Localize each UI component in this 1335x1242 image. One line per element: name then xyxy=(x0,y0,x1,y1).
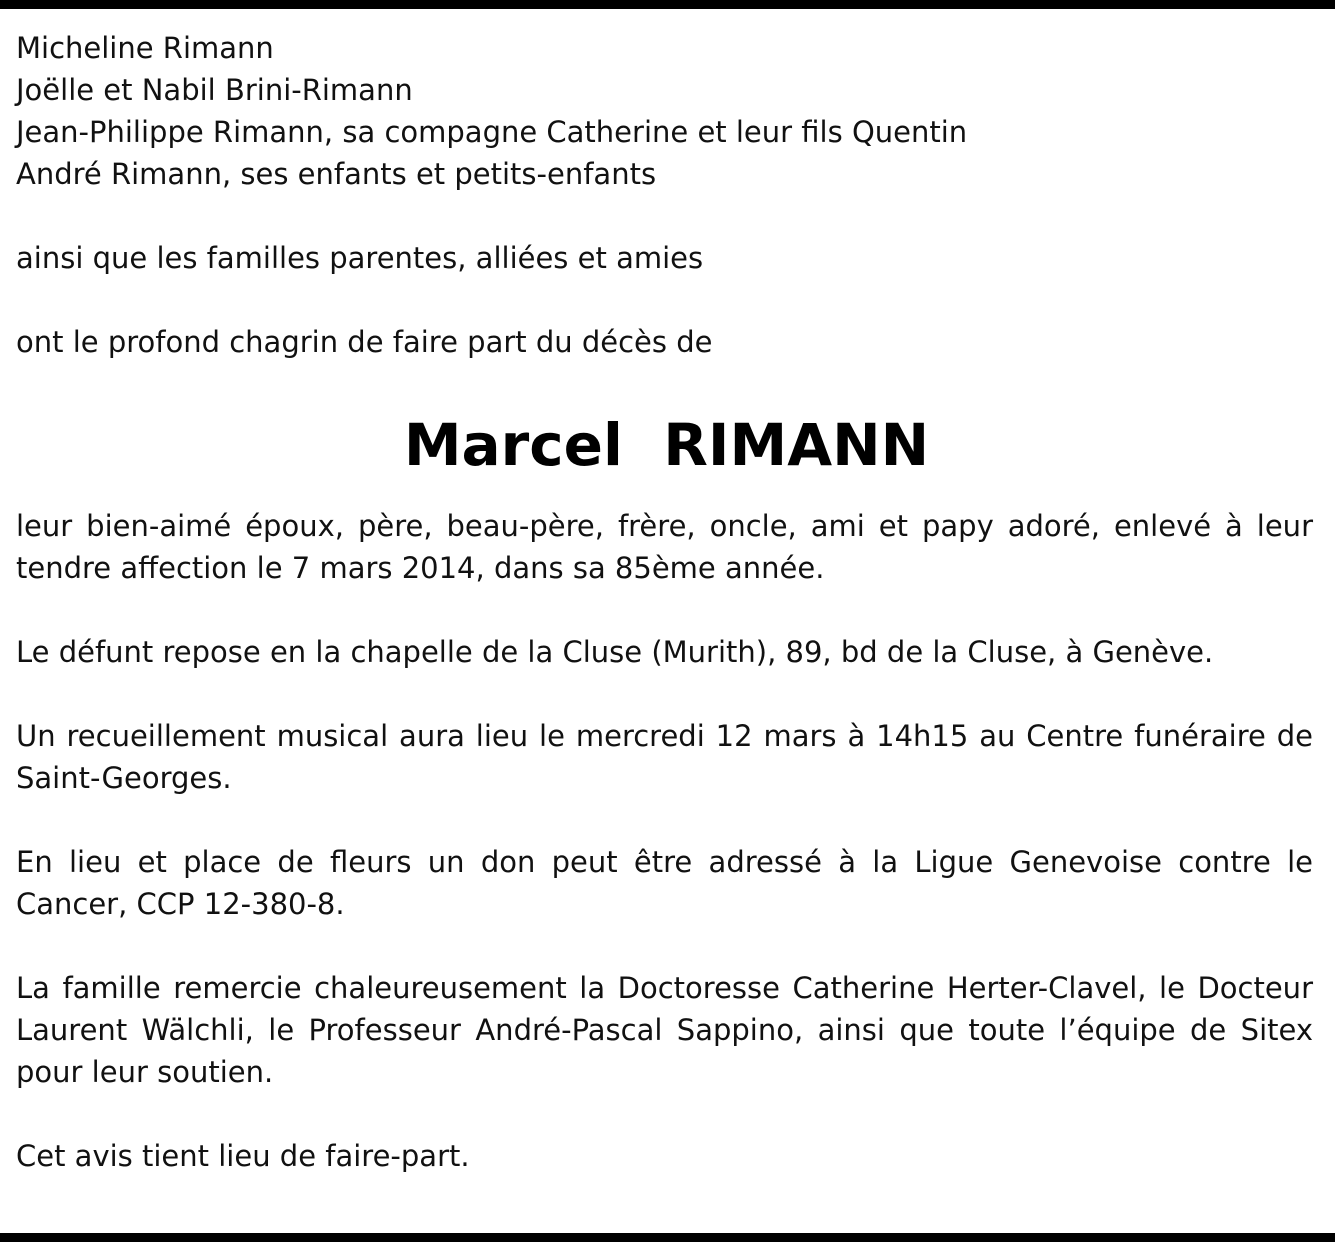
deceased-name: Marcel RIMANN xyxy=(403,411,930,479)
spacer xyxy=(16,1093,1313,1135)
thanks-paragraph: La famille remercie chaleureusement la Doctoresse Catherine Herter-Clavel, le Docteur Laurent Wälchli, le Professeur André-Pascal Sappino, ainsi que toute l’équipe de Sitex pour leur soutien. xyxy=(16,971,1313,1089)
rest-paragraph: Le défunt repose en la chapelle de la Cluse (Murith), 89, bd de la Cluse, à Genève. xyxy=(16,635,1214,669)
spacer xyxy=(16,673,1313,715)
family-member-1: Micheline Rimann xyxy=(16,31,274,65)
family-member-3: Jean-Philippe Rimann, sa compagne Catherine et leur fils Quentin xyxy=(16,115,968,149)
family-list xyxy=(16,27,1313,195)
family-member-4: André Rimann, ses enfants et petits-enfants xyxy=(16,157,657,191)
family-member-2: Joëlle et Nabil Brini-Rimann xyxy=(16,73,413,107)
spacer xyxy=(16,799,1313,841)
spacer xyxy=(16,589,1313,631)
ceremony-paragraph: Un recueillement musical aura lieu le mercredi 12 mars à 14h15 au Centre funéraire de Saint-Georges. xyxy=(16,719,1313,795)
spacer xyxy=(16,195,1313,237)
closing-paragraph: Cet avis tient lieu de faire-part. xyxy=(16,1139,470,1173)
donation-paragraph: En lieu et place de fleurs un don peut être adressé à la Ligue Genevoise contre le Cancer, CCP 12-380-8. xyxy=(16,845,1313,921)
spacer xyxy=(16,925,1313,967)
spacer xyxy=(16,279,1313,321)
announcement-line: ont le profond chagrin de faire part du décès de xyxy=(16,325,713,359)
tribute-paragraph: leur bien-aimé époux, père, beau-père, frère, oncle, ami et papy adoré, enlevé à leur tendre affection le 7 mars 2014, dans sa 85ème année. xyxy=(16,509,1313,585)
relatives-line: ainsi que les familles parentes, alliées et amies xyxy=(16,241,704,275)
